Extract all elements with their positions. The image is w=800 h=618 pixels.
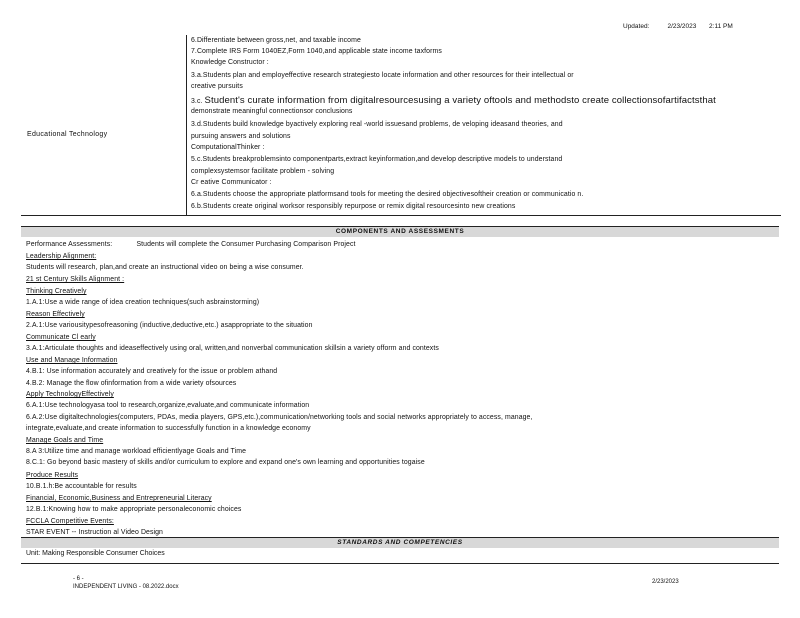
table-left-cell — [21, 35, 187, 215]
updated-label: Updated: — [623, 23, 650, 30]
line-6b: 6.b.Students create original worksor responsibly repurpose or remix digital resourcesinto new creations — [191, 203, 516, 210]
updated-stamp — [623, 24, 733, 31]
line-3c-prefix: 3.c. — [191, 98, 203, 105]
line-3d: 3.d.Students build knowledge byactively exploring real -world issuesand problems, de veloping ideasand theories, and — [191, 121, 563, 128]
divider — [21, 563, 779, 564]
updated-date: 2/23/2023 — [667, 23, 697, 30]
line-7-complete: 7.Complete IRS Form 1040EZ,Form 1040,and applicable state income taxforms — [191, 48, 442, 55]
skill-text: 3.A.1:Articulate thoughts and ideaseffectively using oral, written,and nonverbal communication skillsin a variety ofform and contexts — [26, 345, 439, 352]
skill-text: 6.A.1:Use technologyasa tool to research,organize,evaluate,and communicate information — [26, 402, 310, 409]
line-pursuing: pursuing answers and solutions — [191, 133, 291, 140]
performance-assessments-label: Performance Assessments: — [26, 241, 113, 248]
unit-line: Unit: Making Responsible Consumer Choices — [26, 550, 165, 557]
line-5c: 5.c.Students breakproblemsinto componentparts,extract keyinformation,and develop descriptive models to understand — [191, 156, 563, 163]
line-demonstrate: demonstrate meaningful connectionsor conclusions — [191, 108, 353, 115]
educational-technology-table — [21, 35, 781, 216]
skill-text: 2.A.1:Use variousitypesofreasoning (inductive,deductive,etc.) asappropriate to the situation — [26, 322, 313, 329]
leadership-text: Students will research, plan,and create an instructional video on being a wise consumer. — [26, 264, 304, 271]
skill-heading: Financial, Economic,Business and Entrepreneurial Literacy — [26, 495, 212, 502]
line-creative-communicator: Cr eative Communicator : — [191, 179, 272, 186]
skill-text: 10.B.1.h:Be accountable for results — [26, 483, 137, 490]
skill-heading: Manage Goals and Time — [26, 437, 104, 444]
line-3a: 3.a.Students plan and employeffective research strategiesto locate information and other resources for their intellectual or — [191, 72, 574, 79]
standards-competencies-header: STANDARDS AND COMPETENCIES — [21, 537, 779, 548]
performance-assessments — [26, 242, 356, 249]
skill-text: 12.B.1:Knowing how to make appropriate personaleconomic choices — [26, 506, 242, 513]
skill-text: 1.A.1:Use a wide range of idea creation techniques(such asbrainstorming) — [26, 299, 260, 306]
skill-heading: Communicate Cl early — [26, 334, 96, 341]
skill-text: 4.B.1: Use information accurately and creatively for the issue or problem athand — [26, 368, 278, 375]
line-complex-systems: complexsystemsor facilitate problem - solving — [191, 168, 335, 175]
line-computational-thinker: ComputationalThinker : — [191, 144, 265, 151]
skill-text: STAR EVENT -- Instruction al Video Design — [26, 529, 163, 536]
line-knowledge-constructor: Knowledge Constructor : — [191, 59, 269, 66]
skill-text: 8.A 3:Utilize time and manage workload efficientlyage Goals and Time — [26, 448, 247, 455]
skill-text: 6.A.2:Use digitaltechnologies(computers, PDAs, media players, GPS,etc.),communication/networking tools and social networks appropriately to access, manage, — [26, 414, 533, 421]
line-3c — [191, 96, 716, 106]
document-name: INDEPENDENT LIVING - 08.2022.docx — [73, 583, 179, 590]
skill-heading: Apply TechnologyEffectively — [26, 391, 114, 398]
updated-time: 2:11 PM — [709, 23, 733, 30]
performance-assessments-text: Students will complete the Consumer Purchasing Comparison Project — [136, 241, 356, 248]
skill-heading: Thinking Creatively — [26, 288, 87, 295]
skill-text: integrate,evaluate,and create information to successfully function in a knowledge economy — [26, 425, 311, 432]
leadership-label: Leadership Alignment: — [26, 253, 97, 260]
footer-date: 2/23/2023 — [652, 579, 679, 585]
page-number: - 6 - — [73, 576, 84, 582]
skill-text-large: 8.C.1: Go beyond basic mastery of skills and/or curriculum to explore and expand one's own learning and opportunities togaise — [26, 459, 425, 466]
line-creative-pursuits: creative pursuits — [191, 83, 243, 90]
skill-text: 4.B.2: Manage the flow ofinformation from a wide variety ofsources — [26, 380, 237, 387]
educational-technology-label: Educational Technology — [27, 131, 108, 138]
footer-left — [73, 576, 179, 591]
line-6-differentiate: 6.Differentiate between gross,net, and taxable income — [191, 37, 361, 44]
skill-heading: Use and Manage Information — [26, 357, 118, 364]
skill-heading: Reason Effectively — [26, 311, 85, 318]
line-6a: 6.a.Students choose the appropriate platformsand tools for meeting the desired objectivesoftheir creation or communicatio n. — [191, 191, 584, 198]
skill-heading: FCCLA Competitive Events: — [26, 518, 114, 525]
skill-heading: Produce Results — [26, 472, 79, 479]
components-assessments-header: COMPONENTS AND ASSESSMENTS — [21, 226, 779, 237]
line-3c-text: Student's curate information from digitalresourcesusing a variety oftools and methodsto create collectionsofartifactsthat — [204, 95, 716, 106]
century-skills-label: 21 st Century Skills Alignment : — [26, 276, 125, 283]
